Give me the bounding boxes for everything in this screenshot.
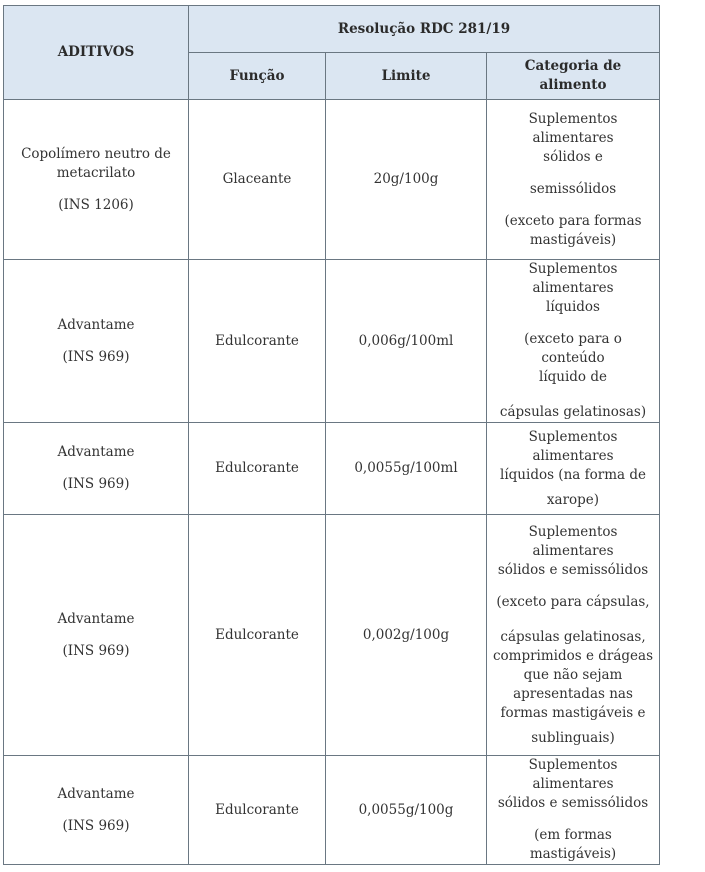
cell-categoria <box>487 756 660 865</box>
categoria-line: Suplementos alimentares <box>528 110 618 146</box>
header-resolucao: Resolução RDC 281/19 <box>189 6 660 53</box>
aditivo-line: (INS 969) <box>62 817 130 834</box>
table-row <box>4 260 660 423</box>
categoria-line: líquido de <box>539 369 607 385</box>
aditivo-line: (INS 969) <box>62 642 130 659</box>
table-row <box>4 515 660 756</box>
cell-aditivo <box>4 100 189 260</box>
categoria-line: Suplementos alimentares <box>528 523 618 559</box>
aditivo-line: (INS 1206) <box>58 196 134 213</box>
aditivo-line: (INS 969) <box>62 476 130 492</box>
header-row <box>4 6 660 53</box>
header-limite: Limite <box>326 53 487 100</box>
header-aditivos: ADITIVOS <box>4 6 189 100</box>
additives-table <box>3 5 660 865</box>
aditivo-line: Copolímero neutro de <box>21 145 171 162</box>
categoria-line: cápsulas gelatinosas) <box>499 404 647 420</box>
categoria-line: Suplementos alimentares <box>528 757 618 792</box>
categoria-line: (exceto para formas <box>504 212 642 229</box>
aditivo-line: Advantame <box>57 785 135 802</box>
cell-categoria <box>487 260 660 423</box>
cell-limite: 20g/100g <box>326 100 487 260</box>
categoria-line: comprimidos e drágeas <box>492 647 654 664</box>
categoria-line: (exceto para o conteúdo <box>524 331 622 366</box>
categoria-line: líquidos <box>546 299 600 315</box>
categoria-line: xarope) <box>546 491 600 508</box>
cell-funcao: Glaceante <box>189 100 326 260</box>
header-categoria: Categoria de alimento <box>487 53 660 100</box>
cell-categoria <box>487 515 660 756</box>
categoria-line: semissólidos <box>529 180 617 197</box>
categoria-line: formas mastigáveis e <box>500 704 646 721</box>
cell-limite: 0,002g/100g <box>326 515 487 756</box>
aditivo-line: Advantame <box>57 610 135 627</box>
aditivo-line: Advantame <box>57 316 135 333</box>
categoria-line: apresentadas nas <box>513 685 633 702</box>
aditivo-line: metacrilato <box>56 164 136 181</box>
cell-limite: 0,006g/100ml <box>326 260 487 423</box>
table-row <box>4 756 660 865</box>
categoria-line: (exceto para cápsulas, <box>496 593 650 610</box>
aditivo-line: (INS 969) <box>62 348 130 365</box>
cell-categoria <box>487 423 660 515</box>
cell-categoria <box>487 100 660 260</box>
categoria-line: Suplementos alimentares <box>528 428 618 464</box>
categoria-line: sólidos e <box>543 148 603 165</box>
categoria-line: Suplementos alimentares <box>528 261 618 296</box>
cell-funcao: Edulcorante <box>189 515 326 756</box>
cell-limite: 0,0055g/100ml <box>326 423 487 515</box>
categoria-line: sólidos e semissólidos <box>497 795 649 811</box>
cell-aditivo <box>4 423 189 515</box>
table-row <box>4 423 660 515</box>
categoria-line: que não sejam <box>523 666 623 683</box>
cell-aditivo <box>4 515 189 756</box>
cell-funcao: Edulcorante <box>189 423 326 515</box>
cell-aditivo <box>4 756 189 865</box>
categoria-line: cápsulas gelatinosas, <box>500 628 646 645</box>
cell-funcao: Edulcorante <box>189 756 326 865</box>
categoria-line: sólidos e semissólidos <box>497 561 649 578</box>
table-row <box>4 100 660 260</box>
categoria-line: sublinguais) <box>531 729 615 746</box>
cell-limite: 0,0055g/100g <box>326 756 487 865</box>
aditivo-line: Advantame <box>57 444 135 460</box>
cell-funcao: Edulcorante <box>189 260 326 423</box>
header-funcao: Função <box>189 53 326 100</box>
categoria-line: mastigáveis) <box>529 231 617 248</box>
cell-aditivo <box>4 260 189 423</box>
categoria-line: (em formas mastigáveis) <box>529 827 617 862</box>
categoria-line: líquidos (na forma de <box>500 466 646 483</box>
